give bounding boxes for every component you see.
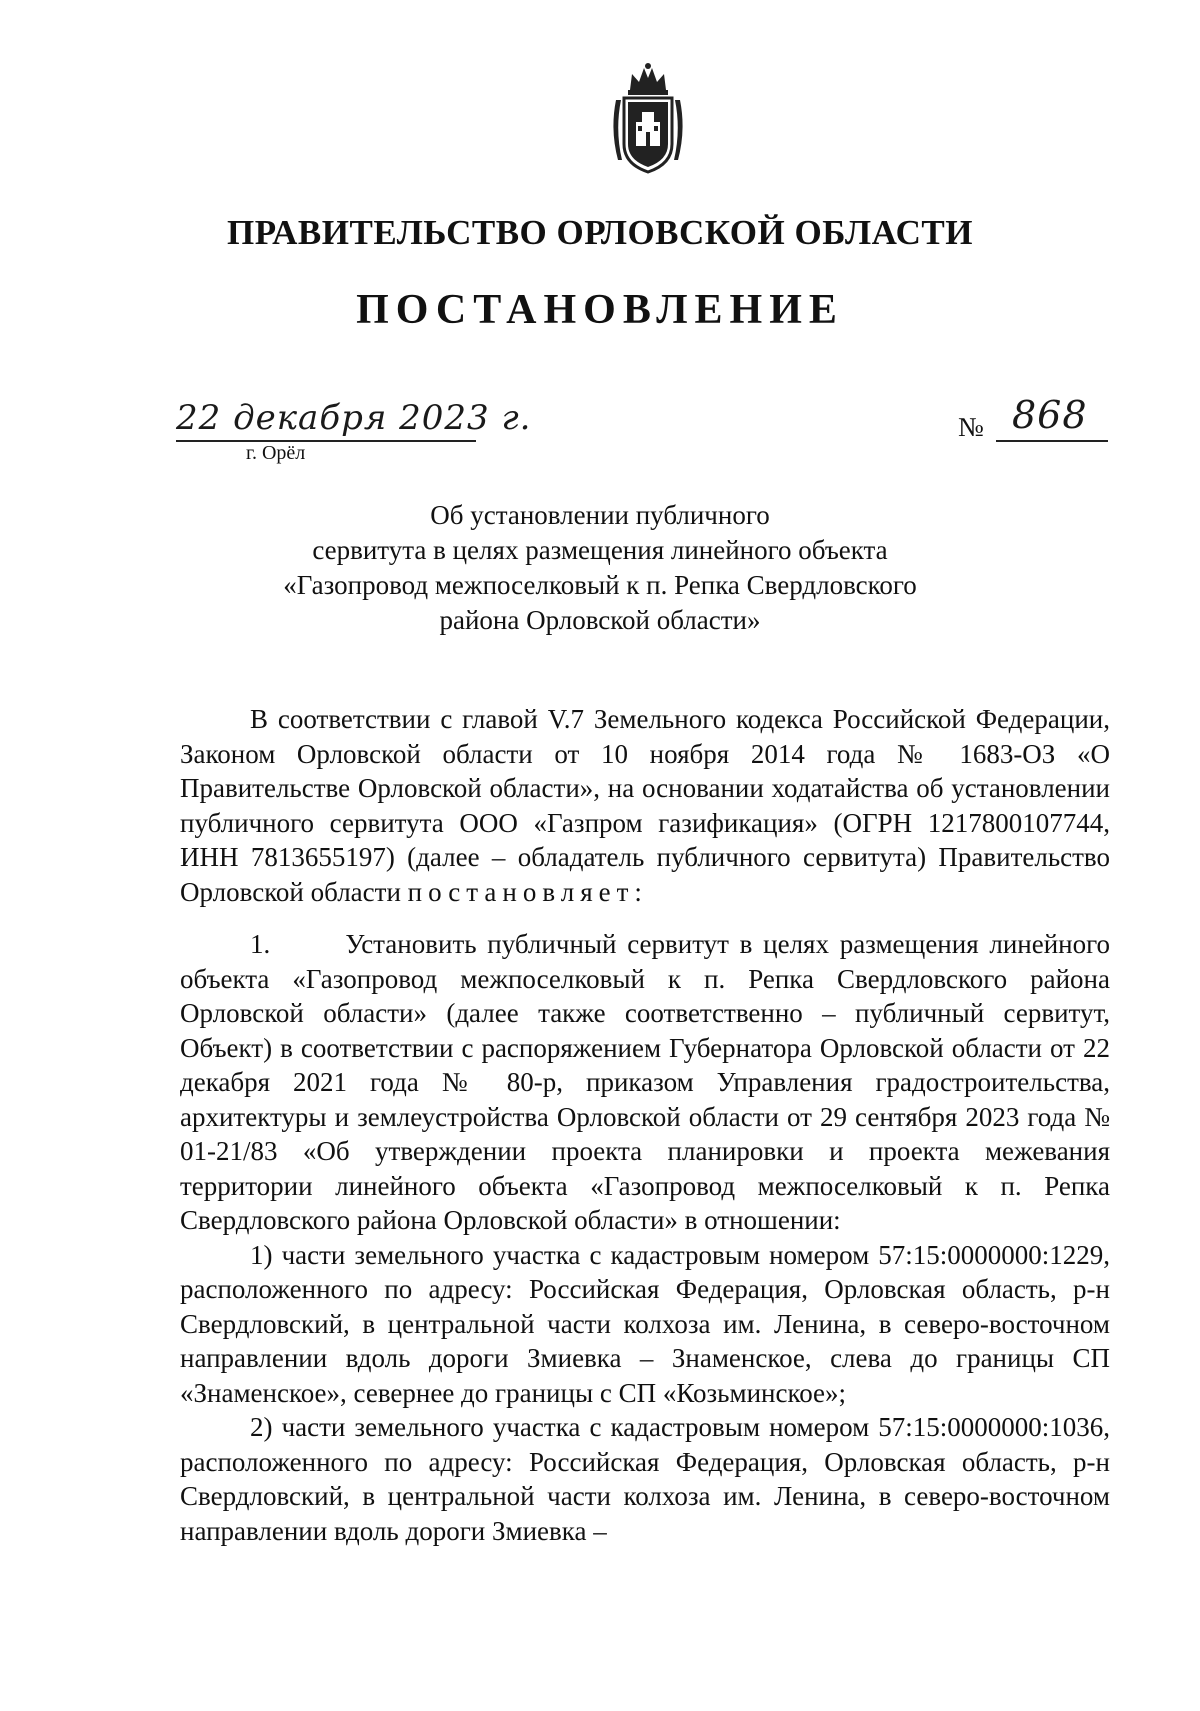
subitem-1-paragraph: 1) части земельного участка с кадастровым номером 57:15:0000000:1229, расположенного по адресу: Российская Федерация, Орловская область, р-н Свердловский, в центральной части колхоза им. Ленина, в северо-восточном направлении вдоль дороги Змиевка – Знаменское, слева до границы СП «Знаменское», севернее до границы с СП «Козьминское»; <box>180 1239 1110 1408</box>
preamble-paragraph <box>180 702 1110 909</box>
decree-word: постановляет: <box>407 876 648 907</box>
date-underline <box>176 440 476 442</box>
handwritten-number: 868 <box>1012 393 1088 437</box>
document-type-title: ПОСТАНОВЛЕНИЕ <box>356 287 844 333</box>
issuing-authority: ПРАВИТЕЛЬСТВО ОРЛОВСКОЙ ОБЛАСТИ <box>227 213 973 252</box>
subitem-2-paragraph: 2) части земельного участка с кадастровым номером 57:15:0000000:1036, расположенного по адресу: Российская Федерация, Орловская область, р-н Свердловский, в центральной части колхоза им. Ленина, в северо-восточном направлении вдоль дороги Змиевка – <box>180 1412 1110 1546</box>
item-1-section <box>180 927 1117 1548</box>
subject-line: сервитута в целях размещения линейного объекта <box>312 535 888 565</box>
city-label: г. Орёл <box>246 442 306 464</box>
preamble-text: В соответствии с главой V.7 Земельного кодекса Российской Федерации, Законом Орловской области от 10 ноября 2014 года № 1683-ОЗ «О Правительстве Орловской области», на основании ходатайства об установлении публичного сервитута ООО «Газпром газификация» (ОГРН 1217800107744, ИНН 7813655197) (далее – обладатель публичного сервитута) Правительство Орловской области <box>180 704 1110 907</box>
item-1-paragraph: 1. Установить публичный сервитут в целях размещения линейного объекта «Газопровод межпоселковый к п. Репка Свердловского района Орловской области» (далее также соответственно – публичный сервитут, Объект) в соответствии с распоряжением Губернатора Орловской области от 22 декабря 2021 года № 80-р, приказом Управления градостроительства, архитектуры и землеустройства Орловской области от 29 сентября 2023 года № 01-21/83 «Об утверждении проекта планировки и проекта межевания территории линейного объекта «Газопровод межпоселковый к п. Репка Свердловского района Орловской области» в отношении: <box>180 929 1117 1235</box>
number-underline <box>996 440 1108 442</box>
subject-line: района Орловской области» <box>439 605 761 635</box>
coat-of-arms-icon <box>608 60 688 176</box>
subject-line: «Газопровод межпоселковый к п. Репка Свердловского <box>283 570 917 600</box>
subject-line: Об установлении публичного <box>430 500 770 530</box>
number-label: № <box>958 412 984 442</box>
document-subject <box>0 498 1200 638</box>
handwritten-date: 22 декабря 2023 г. <box>176 398 532 438</box>
